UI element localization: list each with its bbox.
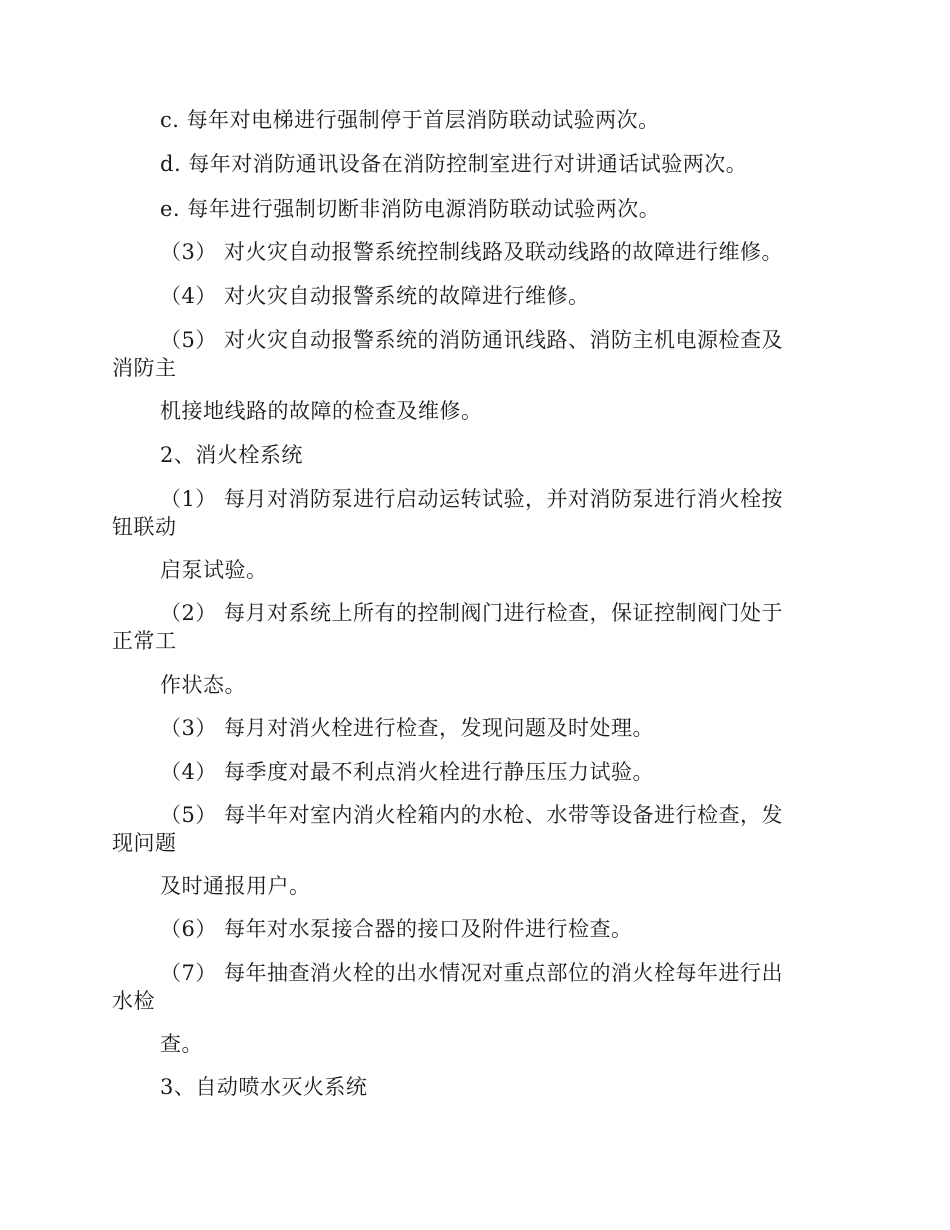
text-line: （3） 对火灾自动报警系统控制线路及联动线路的故障进行维修。 <box>160 240 784 264</box>
text-line: 机接地线路的故障的检查及维修。 <box>160 399 483 423</box>
text-line: （4） 每季度对最不利点消火栓进行静压压力试验。 <box>160 760 655 784</box>
text-line: （5） 每半年对室内消火栓箱内的水枪、水带等设备进行检查，发 <box>160 803 784 827</box>
text-line: c. 每年对电梯进行强制停于首层消防联动试验两次。 <box>160 108 660 132</box>
section-heading: 2、消火栓系统 <box>160 443 303 467</box>
text-line: （4） 对火灾自动报警系统的故障进行维修。 <box>160 284 590 308</box>
text-line: 及时通报用户。 <box>160 874 311 898</box>
text-line: （1） 每月对消防泵进行启动运转试验，并对消防泵进行消火栓按 <box>160 487 784 511</box>
text-line: 启泵试验。 <box>160 558 268 582</box>
text-line: 水检 <box>112 989 155 1013</box>
text-line: （7） 每年抽查消火栓的出水情况对重点部位的消火栓每年进行出 <box>160 961 784 985</box>
text-line: d. 每年对消防通讯设备在消防控制室进行对讲通话试验两次。 <box>160 152 748 176</box>
text-line: 作状态。 <box>160 673 246 697</box>
text-line: 现问题 <box>112 831 177 855</box>
section-heading: 3、自动喷水灭火系统 <box>160 1075 368 1099</box>
text-line: 消防主 <box>112 356 177 380</box>
text-line: （6） 每年对水泵接合器的接口及附件进行检查。 <box>160 917 633 941</box>
text-line: 查。 <box>160 1032 203 1056</box>
text-line: （3） 每月对消火栓进行检查，发现问题及时处理。 <box>160 716 655 740</box>
text-line: e. 每年进行强制切断非消防电源消防联动试验两次。 <box>160 197 661 221</box>
text-line: （2） 每月对系统上所有的控制阀门进行检查，保证控制阀门处于 <box>160 601 784 625</box>
text-line: （5） 对火灾自动报警系统的消防通讯线路、消防主机电源检查及 <box>160 328 784 352</box>
text-line: 钮联动 <box>112 515 177 539</box>
text-line: 正常工 <box>112 629 177 653</box>
